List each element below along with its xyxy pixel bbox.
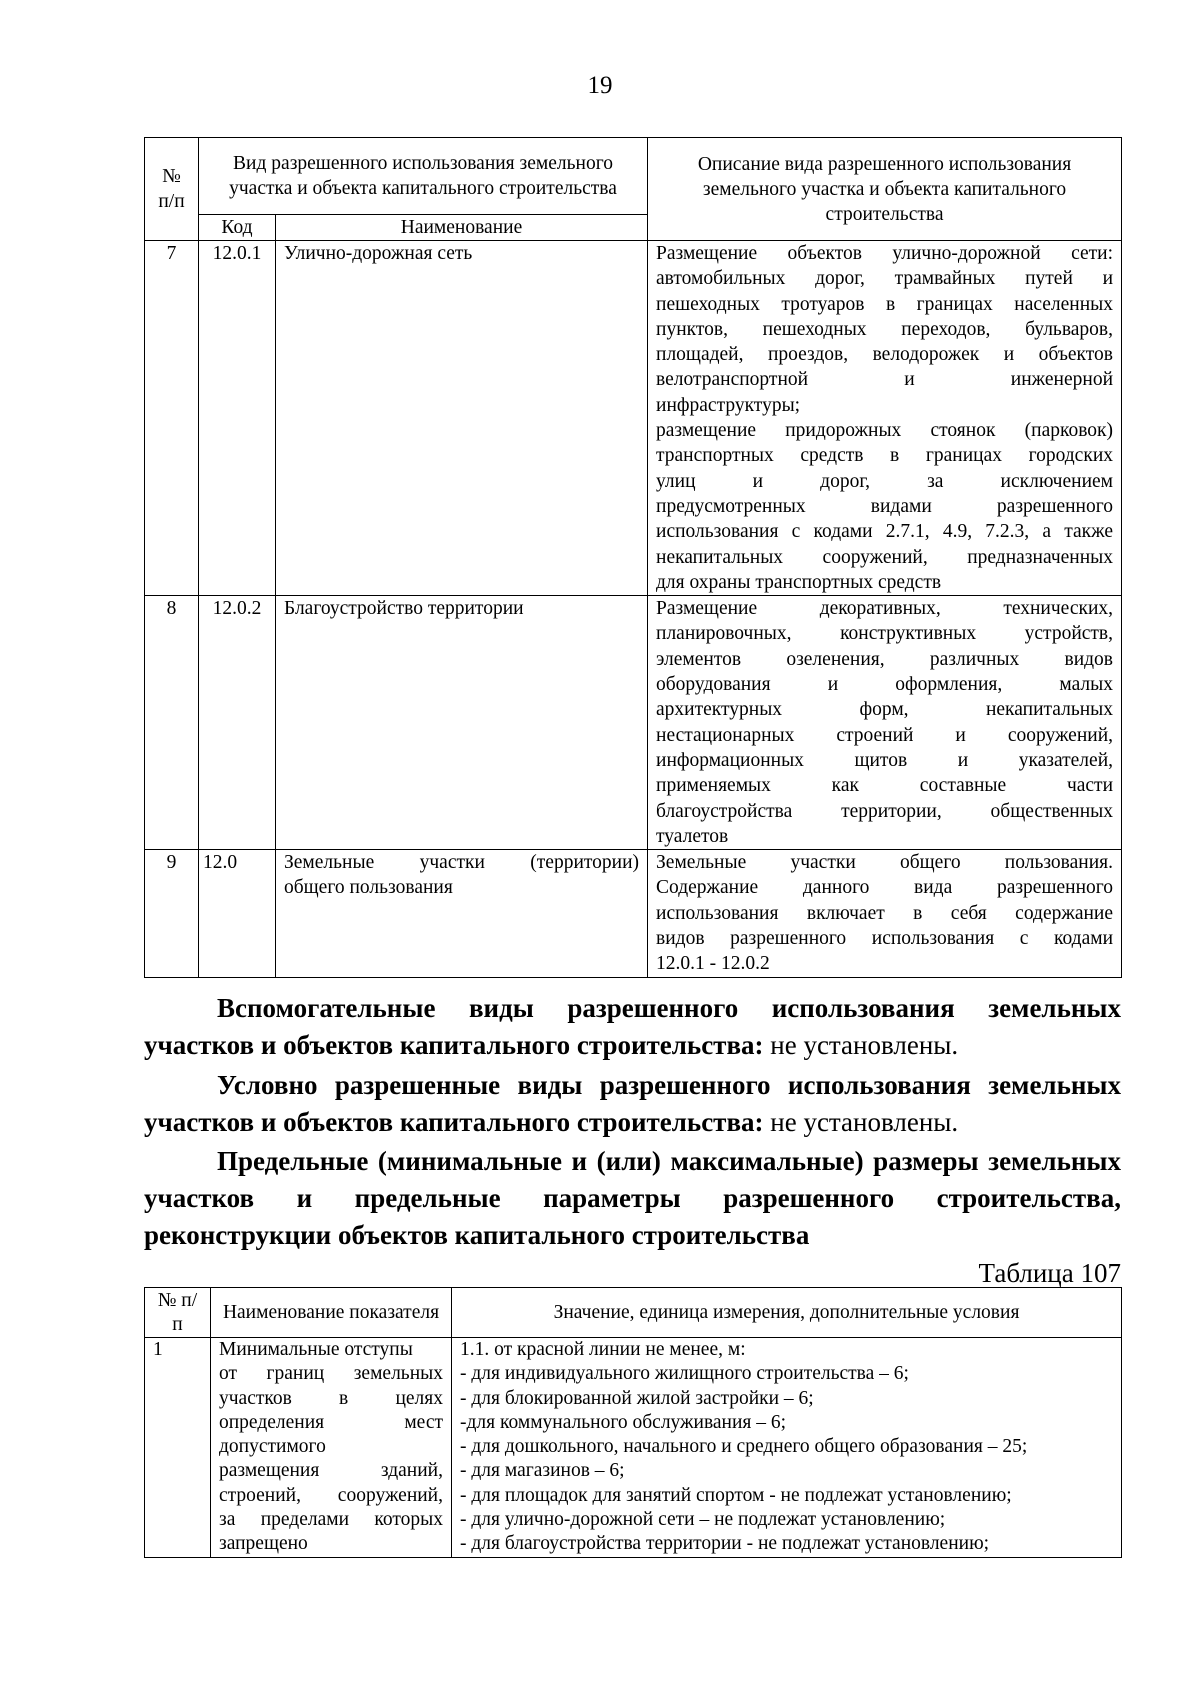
paragraph-auxiliary-uses: [144, 990, 1121, 1064]
table-row: [145, 850, 1122, 977]
description-line: оборудования и оформления, малых: [656, 674, 1114, 696]
description-line: улиц и дорог, за исключением: [656, 470, 1114, 492]
header-number: № п/п: [145, 1288, 211, 1338]
row-name: [276, 850, 648, 977]
row-description: [648, 850, 1122, 977]
description-line: некапитальных сооружений, предназначенных: [656, 546, 1114, 568]
row-number: 1: [145, 1338, 211, 1558]
header-indicator-name: Наименование показателя: [211, 1288, 452, 1338]
description-line: размещение придорожных стоянок (парковок): [656, 420, 1114, 442]
description-line: информационных щитов и указателей,: [656, 749, 1114, 771]
page-number: 19: [587, 72, 613, 99]
row-description: [648, 241, 1122, 596]
description-line: нестационарных строений и сооружений,: [656, 724, 1114, 746]
value-line: 1.1. от красной линии не менее, м:: [460, 1339, 746, 1360]
paragraph-normal: не установлены.: [763, 1107, 959, 1137]
name-line: определения мест: [219, 1411, 443, 1433]
row-number: 9: [145, 850, 199, 977]
name-line: Земельные участки (территории): [284, 852, 640, 874]
description-line: Размещение объектов улично-дорожной сети:: [656, 243, 1114, 264]
table-row: [145, 1338, 1122, 1558]
value-line: - для магазинов – 6;: [460, 1460, 625, 1482]
name-line: строений, сооружений,: [219, 1484, 443, 1506]
name-line: допустимого: [219, 1436, 326, 1458]
row-number: 7: [145, 241, 199, 596]
value-line: - для блокированной жилой застройки – 6;: [460, 1387, 814, 1409]
description-line: Содержание данного вида разрешенного: [656, 877, 1114, 899]
paragraph-bold: Предельные (минимальные и (или) максимальные) размеры земельных участков и предельные параметры разрешенного строительства, реконструкции объектов капитального строительства: [144, 1146, 1121, 1250]
value-line: - для дошкольного, начального и среднего общего образования – 25;: [460, 1436, 1028, 1458]
description-line: видов разрешенного использования с кодами: [656, 928, 1114, 950]
value-line: - для благоустройства территории - не подлежат установлению;: [460, 1533, 990, 1555]
header-code: Код: [199, 215, 276, 241]
description-line: для охраны транспортных средств: [656, 571, 942, 593]
paragraph-conditional-uses: [144, 1067, 1121, 1141]
value-line: - для улично-дорожной сети – не подлежат установлению;: [460, 1509, 946, 1531]
value-line: -для коммунального обслуживания – 6;: [460, 1411, 787, 1433]
row-code: 12.0.2: [199, 596, 276, 850]
description-line: площадей, проездов, велодорожек и объектов: [656, 344, 1114, 366]
description-line: применяемых как составные части: [656, 775, 1114, 797]
row-code: 12.0.1: [199, 241, 276, 596]
paragraph-limits-heading: [144, 1143, 1121, 1254]
row-value: [452, 1338, 1122, 1558]
row-name: Улично-дорожная сеть: [276, 241, 648, 596]
name-line: запрещено: [219, 1533, 308, 1555]
description-line: автомобильных дорог, трамвайных путей и: [656, 268, 1114, 290]
land-use-types-table: [144, 137, 1122, 978]
description-line: пунктов, пешеходных переходов, бульваров,: [656, 318, 1114, 340]
value-line: - для площадок для занятий спортом - не подлежат установлению;: [460, 1484, 1012, 1506]
paragraph-bold: Условно разрешенные виды разрешенного использования земельных участков и объектов капитального строительства:: [144, 1070, 1121, 1137]
description-line: Размещение декоративных, технических,: [656, 598, 1114, 620]
table-row: [145, 596, 1122, 850]
header-land-use-kind: Вид разрешенного использования земельного участка и объекта капитального строительства: [199, 138, 648, 215]
row-code: 12.0: [199, 850, 276, 977]
table-row: [145, 241, 1122, 596]
name-line: размещения зданий,: [219, 1460, 443, 1482]
header-number: № п/п: [145, 138, 199, 241]
description-line: Земельные участки общего пользования.: [656, 852, 1114, 874]
name-line: от границ земельных: [219, 1363, 443, 1385]
value-line: - для индивидуального жилищного строительства – 6;: [460, 1363, 909, 1385]
description-line: инфраструктуры;: [656, 394, 801, 416]
table-caption: Таблица 107: [978, 1258, 1121, 1288]
paragraph-normal: не установлены.: [763, 1030, 959, 1060]
description-line: велотранспортной и инженерной: [656, 369, 1114, 391]
header-value: Значение, единица измерения, дополнительные условия: [452, 1288, 1122, 1338]
description-line: планировочных, конструктивных устройств,: [656, 623, 1114, 645]
name-line: общего пользования: [284, 877, 453, 899]
description-line: архитектурных форм, некапитальных: [656, 699, 1114, 721]
row-name: Благоустройство территории: [276, 596, 648, 850]
name-line: за пределами которых: [219, 1509, 443, 1531]
row-description: [648, 596, 1122, 850]
description-line: благоустройства территории, общественных: [656, 800, 1114, 822]
description-line: использования включает в себя содержание: [656, 902, 1114, 924]
row-number: 8: [145, 596, 199, 850]
description-line: использования с кодами 2.7.1, 4.9, 7.2.3, а также: [656, 521, 1114, 543]
parameters-table: [144, 1287, 1122, 1558]
row-name: [211, 1338, 452, 1558]
header-name: Наименование: [276, 215, 648, 241]
description-line: туалетов: [656, 825, 729, 847]
description-line: 12.0.1 - 12.0.2: [656, 953, 770, 975]
description-line: транспортных средств в границах городских: [656, 445, 1114, 467]
description-line: предусмотренных видами разрешенного: [656, 495, 1114, 517]
name-line: участков в целях: [219, 1387, 443, 1409]
name-line: Минимальные отступы: [219, 1339, 413, 1360]
description-line: элементов озеленения, различных видов: [656, 648, 1114, 670]
header-description: Описание вида разрешенного использования земельного участка и объекта капитального строительства: [648, 138, 1122, 241]
paragraph-bold: Вспомогательные виды разрешенного использования земельных участков и объектов капитального строительства:: [144, 993, 1121, 1060]
description-line: пешеходных тротуаров в границах населенных: [656, 293, 1114, 315]
